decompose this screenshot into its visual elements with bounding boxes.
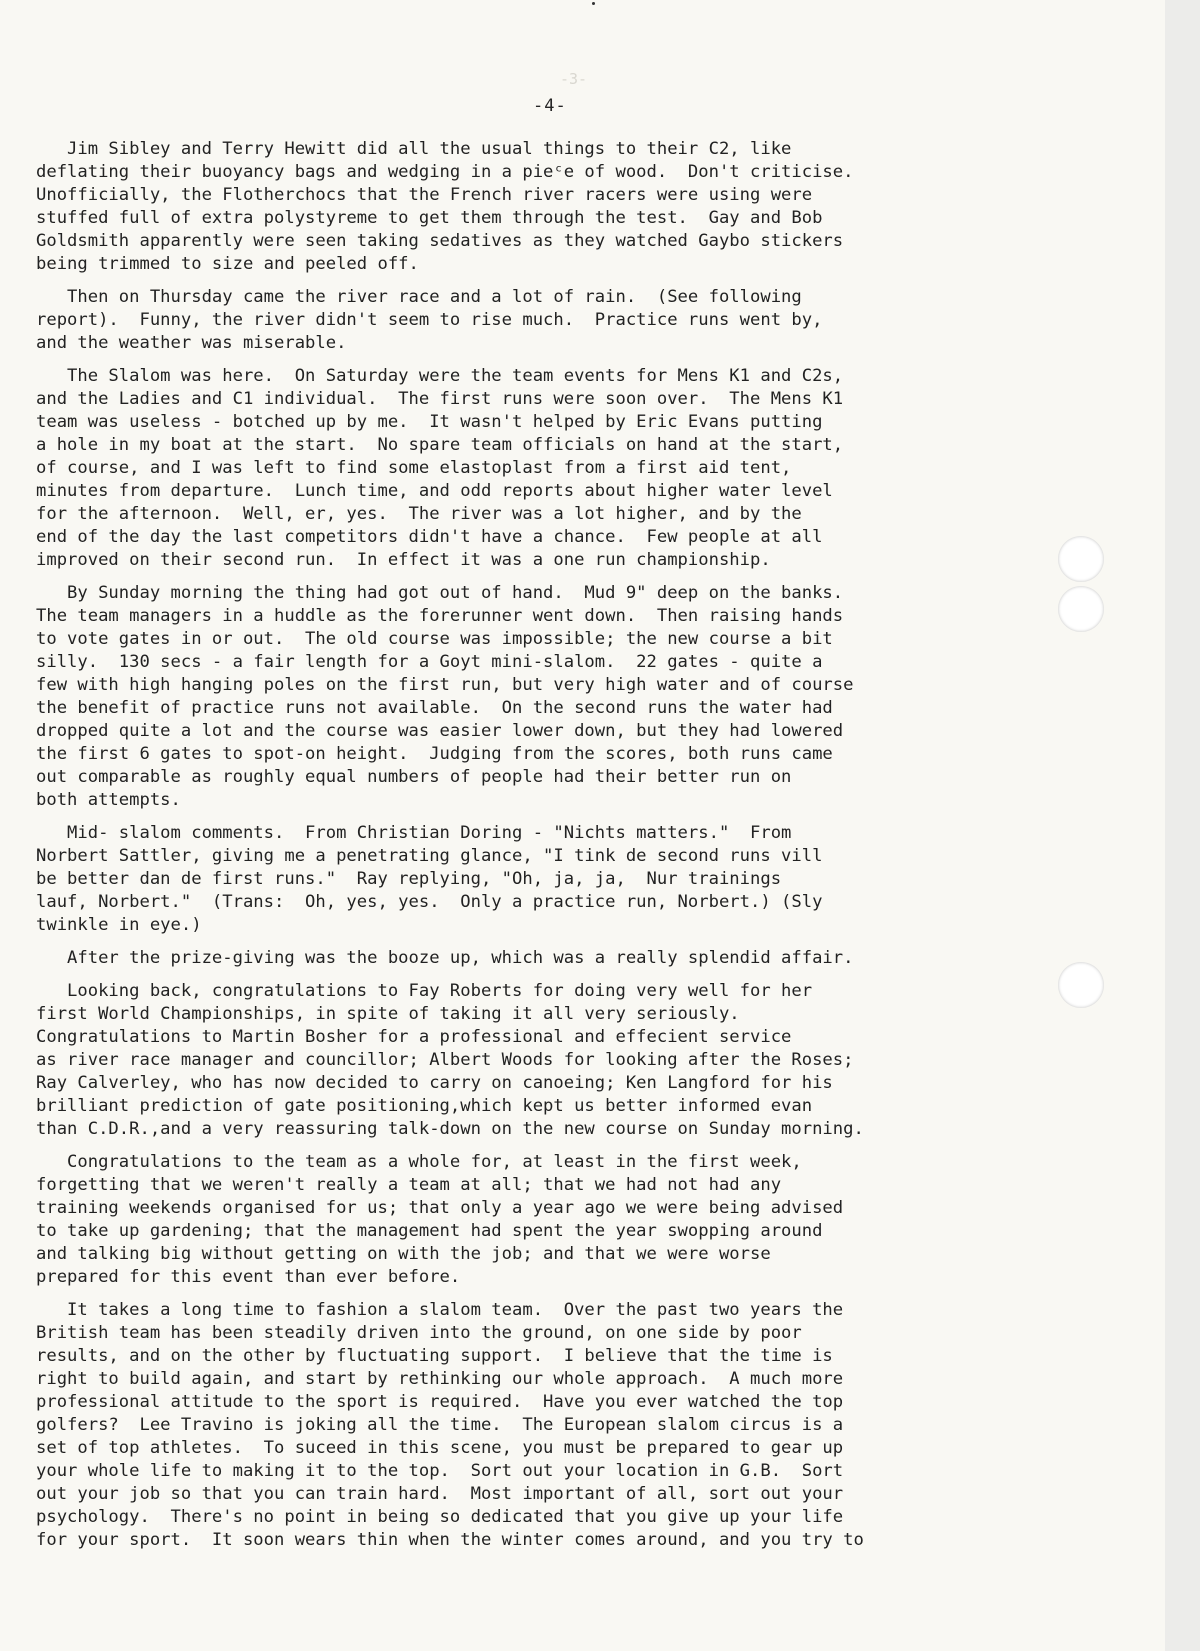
paragraph-river-race: Then on Thursday came the river race and a lot of rain. (See following report). Funny, the river didn't seem to rise much. Practice runs went by, and the weather was miserable.: [36, 287, 823, 353]
paragraph-saturday-slalom: The Slalom was here. On Saturday were the team events for Mens K1 and C2s, and the Ladies and C1 individual. The first runs were soon over. The Mens K1 team was useless - botched up by me. It wasn't helped by Eric Evans putting a hole in my boat at the start. No spare team officials on hand at the start, of course, and I was left to find some elastoplast from a first aid tent, minutes from departure. Lunch time, and odd reports about higher water level for the afternoon. Well, er, yes. The river was a lot higher, and by the end of the day the last competitors didn't have a chance. Few people at all improved on their second run. In effect it was a one run championship.: [36, 366, 844, 570]
paragraph-mid-slalom-comments: Mid- slalom comments. From Christian Doring - "Nichts matters." From Norbert Sattler, giving me a penetrating glance, "I tink de second runs vill be better dan de first runs." Ray replying, "Oh, ja, ja, Nur trainings lauf, Norbert." (Trans: Oh, yes, yes. Only a practice run, Norbert.) (Sly twinkle in eye.): [36, 823, 823, 935]
page-number: -4-: [533, 96, 567, 116]
article-body: [36, 138, 1076, 1562]
punch-mark: [592, 2, 595, 5]
punch-hole: [1058, 586, 1104, 632]
paragraph-slalom-team-future: It takes a long time to fashion a slalom team. Over the past two years the British team has been steadily driven into the ground, on one side by poor results, and on the other by fluctuating support. I believe that the time is right to build again, and start by rethinking our whole approach. A much more professional attitude to the sport is required. Have you ever watched the top golfers? Lee Travino is joking all the time. The European slalom circus is a set of top athletes. To suceed in this scene, you must be prepared to gear up your whole life to making it to the top. Sort out your location in G.B. Sort out your job so that you can train hard. Most important of all, sort out your psychology. There's no point in being so dedicated that you give up your life for your sport. It soon wears thin when the winter comes around, and you try to: [36, 1300, 864, 1550]
paragraph-congratulations-team: Congratulations to the team as a whole for, at least in the first week, forgetting that we weren't really a team at all; that we had not had any training weekends organised for us; that only a year ago we were being advised to take up gardening; that the management had spent the year swopping around and talking big without getting on with the job; and that we were worse prepared for this event than ever before.: [36, 1152, 844, 1287]
paragraph-sunday-slalom: By Sunday morning the thing had got out of hand. Mud 9" deep on the banks. The team managers in a huddle as the forerunner went down. Then raising hands to vote gates in or out. The old course was impossible; the new course a bit silly. 130 secs - a fair length for a Goyt mini-slalom. 22 gates - quite a few with high hanging poles on the first run, but very high water and of course the benefit of practice runs not available. On the second runs the water had dropped quite a lot and the course was easier lower down, but they had lowered the first 6 gates to spot-on height. Judging from the scores, both runs came out comparable as roughly equal numbers of people had their better run on both attempts.: [36, 583, 854, 810]
paragraph-congratulations-individuals: Looking back, congratulations to Fay Roberts for doing very well for her first World Championships, in spite of taking it all very seriously. Congratulations to Martin Bosher for a professional and effecient service as river race manager and councillor; Albert Woods for looking after the Roses; Ray Calverley, who has now decided to carry on canoeing; Ken Langford for his brilliant prediction of gate positioning,which kept us better informed evan than C.D.R.,and a very reassuring talk-down on the new course on Sunday morning.: [36, 981, 864, 1139]
punch-hole: [1058, 536, 1104, 582]
punch-hole: [1058, 962, 1104, 1008]
page-edge: [1165, 0, 1200, 1651]
paragraph-prize-giving: After the prize-giving was the booze up, which was a really splendid affair.: [36, 948, 854, 968]
paragraph-c2-buoyancy: Jim Sibley and Terry Hewitt did all the usual things to their C2, like deflating their buoyancy bags and wedging in a pieᶜe of wood. Don't criticise. Unofficially, the Flotherchocs that the French river racers were using were stuffed full of extra polystyreme to get them through the test. Gay and Bob Goldsmith apparently were seen taking sedatives as they watched Gaybo stickers being trimmed to size and peeled off.: [36, 139, 854, 274]
show-through-page-number: -3-: [560, 70, 588, 88]
